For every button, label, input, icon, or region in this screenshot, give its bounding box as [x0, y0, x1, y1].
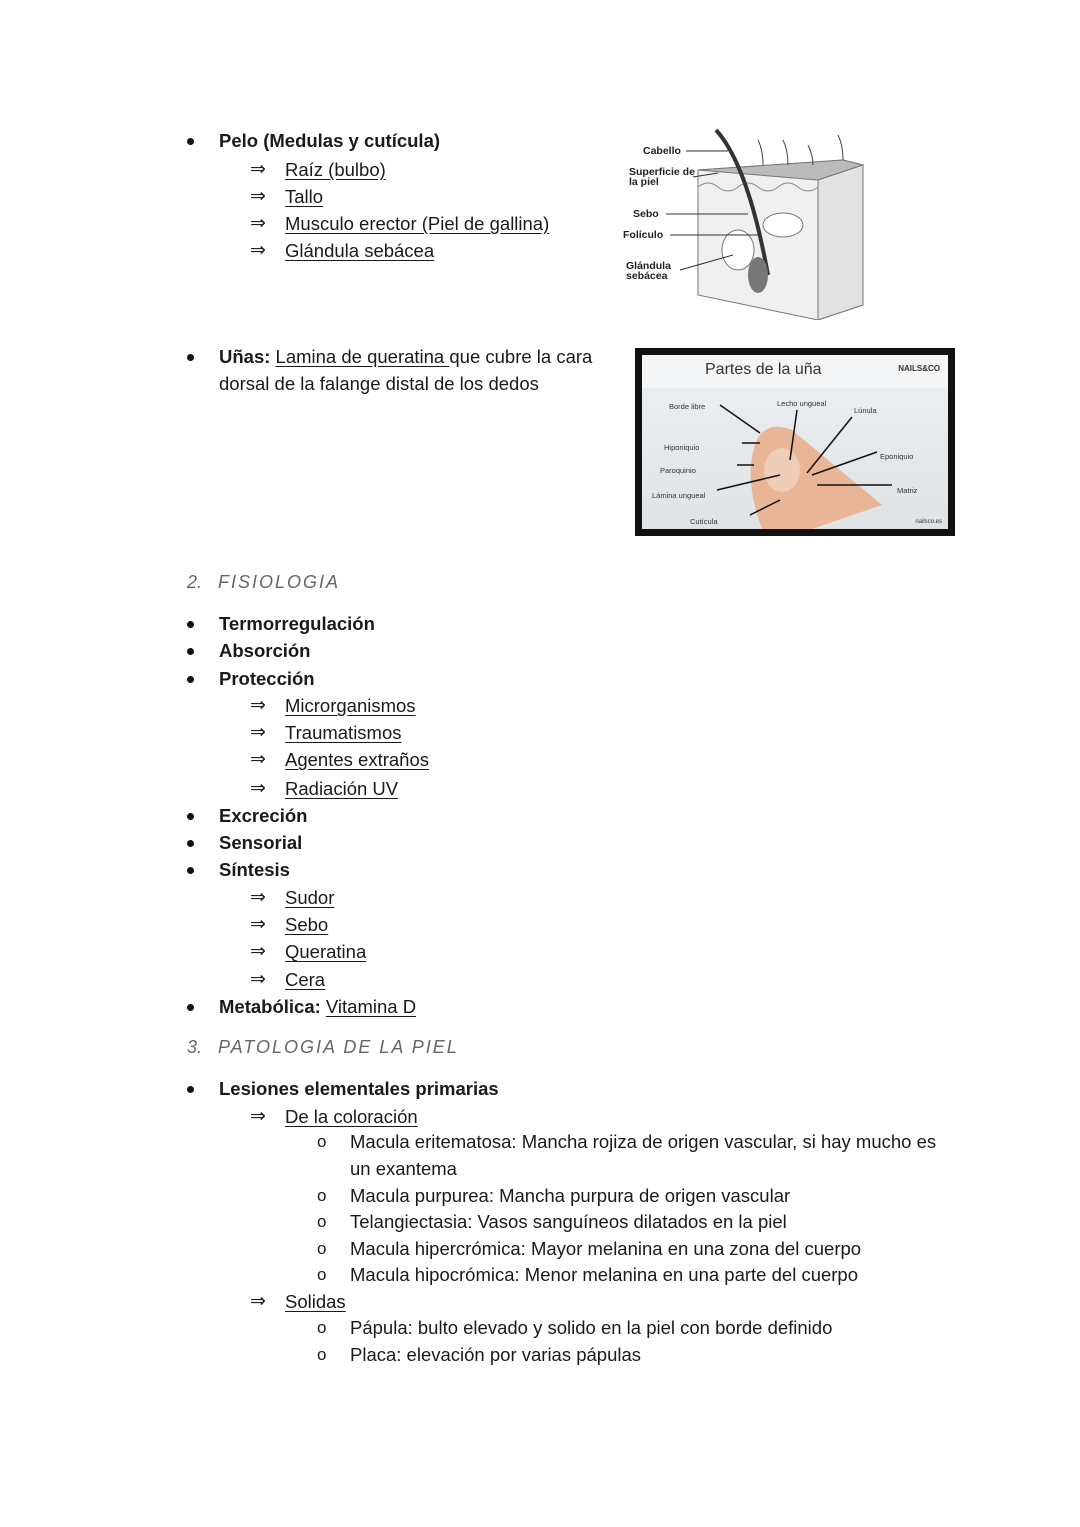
arrow-icon: ⇒: [250, 186, 266, 207]
bullet: [187, 621, 194, 628]
unas-line2: dorsal de la falange distal de los dedos: [219, 373, 539, 394]
unas-line: [219, 345, 592, 369]
section-number: 3.: [187, 1037, 203, 1057]
coloracion-item: Macula hipercrómica: Mayor melanina en una zona del cuerpo: [350, 1238, 862, 1259]
pelo-item: Tallo: [285, 186, 324, 207]
hair-label: Folículo: [623, 229, 664, 241]
arrow-icon: ⇒: [250, 213, 266, 234]
coloracion-heading: De la coloración: [285, 1106, 418, 1127]
coloracion-item: Macula purpurea: Mancha purpura de origen vascular: [350, 1185, 791, 1206]
nail-image-title: Partes de la uña: [705, 361, 822, 378]
arrow-icon: ⇒: [250, 914, 266, 935]
arrow-icon: ⇒: [250, 749, 266, 770]
sintesis-item: Sudor: [285, 887, 335, 908]
proteccion-item: Microrganismos: [285, 695, 416, 716]
solidas-heading: Solidas: [285, 1291, 346, 1312]
section-title: FISIOLOGIA: [218, 572, 341, 592]
fisio-item: Excreción: [219, 805, 308, 826]
lesiones-heading: Lesiones elementales primarias: [219, 1078, 499, 1099]
nail-label: Borde libre: [669, 402, 706, 411]
bullet: [187, 354, 194, 361]
hair-label: Glándula sebácea: [626, 260, 671, 282]
arrow-icon: ⇒: [250, 887, 266, 908]
nail-label: Cutícula: [690, 517, 718, 526]
bullet: [187, 138, 194, 145]
circle-bullet: o: [317, 1186, 327, 1205]
circle-bullet: o: [317, 1318, 327, 1337]
hair-label: Cabello: [643, 145, 681, 157]
bullet: [187, 1004, 194, 1011]
metabolica-line: [219, 995, 416, 1019]
pelo-item: Glándula sebácea: [285, 240, 435, 261]
solidas-item: Pápula: bulto elevado y solido en la piel con borde definido: [350, 1317, 833, 1338]
hair-label: Sebo: [633, 208, 659, 220]
arrow-icon: ⇒: [250, 1106, 266, 1127]
section-heading-patologia: [187, 1035, 459, 1059]
hair-diagram: [618, 125, 868, 320]
nail-parts-image: [635, 348, 955, 536]
nail-brand-logo: NAILS&CO: [898, 364, 940, 373]
section-title: PATOLOGIA DE LA PIEL: [218, 1037, 459, 1057]
proteccion-item: Radiación UV: [285, 778, 399, 799]
fisio-item: Sensorial: [219, 832, 303, 853]
bullet: [187, 1086, 194, 1093]
bullet: [187, 813, 194, 820]
metabolica-label: Metabólica:: [219, 996, 321, 1017]
nail-label: Lámina ungueal: [652, 491, 706, 500]
sintesis-item: Cera: [285, 969, 326, 990]
coloracion-item: Macula hipocrómica: Menor melanina en una parte del cuerpo: [350, 1264, 859, 1285]
bullet: [187, 648, 194, 655]
circle-bullet: o: [317, 1345, 327, 1364]
fisio-item: Absorción: [219, 640, 311, 661]
pelo-title: Pelo (Medulas y cutícula): [219, 130, 441, 151]
coloracion-item: Macula eritematosa: Mancha rojiza de origen vascular, si hay mucho es: [350, 1131, 937, 1152]
nail-site: nailsco.es: [915, 519, 942, 525]
unas-text: que cubre la cara: [449, 346, 593, 367]
nail-label: Matriz: [897, 486, 918, 495]
circle-bullet: o: [317, 1239, 327, 1258]
metabolica-value: Vitamina D: [325, 996, 417, 1017]
arrow-icon: ⇒: [250, 240, 266, 261]
circle-bullet: o: [317, 1212, 327, 1231]
unas-label: Uñas:: [219, 346, 271, 367]
section-heading-fisiologia: [187, 570, 340, 594]
section-number: 2.: [187, 572, 203, 592]
proteccion-item: Traumatismos: [285, 722, 402, 743]
fisio-item: Termorregulación: [219, 613, 375, 634]
arrow-icon: ⇒: [250, 778, 266, 799]
sintesis-item: Queratina: [285, 941, 367, 962]
nail-label: Hiponiquio: [664, 443, 700, 452]
nail-label: Paroquinio: [660, 466, 696, 475]
arrow-icon: ⇒: [250, 722, 266, 743]
nail-label: Lecho ungueal: [777, 399, 827, 408]
unas-link: Lamina de queratina: [275, 346, 450, 367]
coloracion-item-cont: un exantema: [350, 1158, 457, 1179]
fisio-item: Protección: [219, 668, 315, 689]
pelo-item: Musculo erector (Piel de gallina): [285, 213, 550, 234]
pelo-item: Raíz (bulbo): [285, 159, 386, 180]
circle-bullet: o: [317, 1132, 327, 1151]
fisio-item: Síntesis: [219, 859, 290, 880]
sintesis-item: Sebo: [285, 914, 329, 935]
nail-label: Eponiquio: [880, 452, 914, 461]
bullet: [187, 840, 194, 847]
arrow-icon: ⇒: [250, 159, 266, 180]
proteccion-item: Agentes extraños: [285, 749, 429, 770]
bullet: [187, 867, 194, 874]
nail-label: Lúnula: [854, 406, 877, 415]
coloracion-item: Telangiectasia: Vasos sanguíneos dilatados en la piel: [350, 1211, 787, 1232]
arrow-icon: ⇒: [250, 1291, 266, 1312]
bullet: [187, 676, 194, 683]
circle-bullet: o: [317, 1265, 327, 1284]
arrow-icon: ⇒: [250, 941, 266, 962]
arrow-icon: ⇒: [250, 969, 266, 990]
hair-label: Superficie de la piel: [629, 166, 695, 188]
solidas-item: Placa: elevación por varias pápulas: [350, 1344, 642, 1365]
arrow-icon: ⇒: [250, 695, 266, 716]
